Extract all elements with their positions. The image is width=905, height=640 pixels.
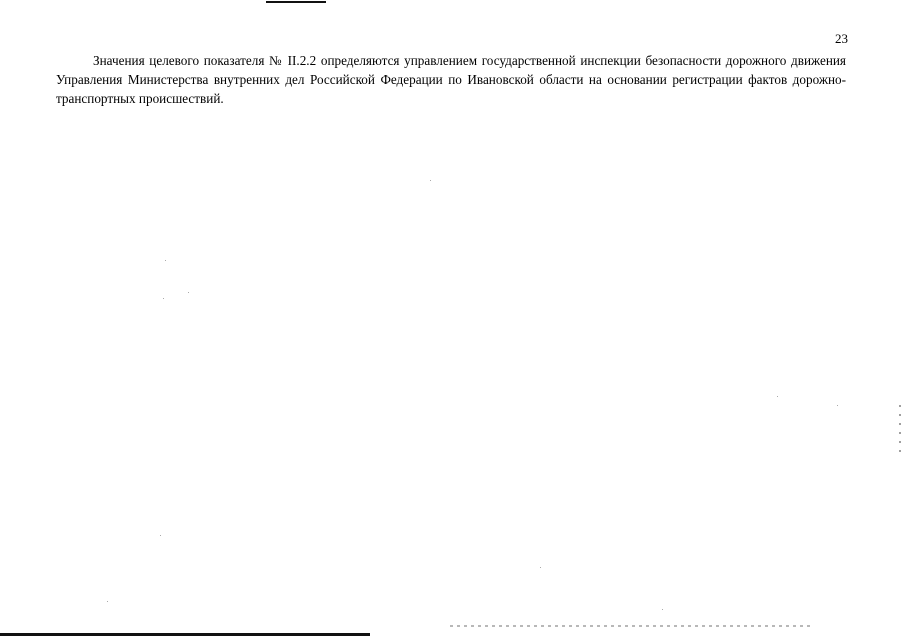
scan-speck: [163, 298, 164, 299]
top-rule: [266, 1, 326, 3]
scan-edge-marks: [899, 405, 901, 457]
scan-speck: [777, 396, 778, 397]
scan-speck: [160, 535, 161, 536]
scan-speck: [430, 180, 431, 181]
scan-artifact-dots: [450, 625, 810, 627]
scan-speck: [540, 567, 541, 568]
scan-speck: [165, 260, 166, 261]
page-number: 23: [835, 31, 848, 46]
body-paragraph: Значения целевого показателя № II.2.2 определяются управлением государственной инспекции безопасности дорожного движения Управления Министерства внутренних дел Российской Федерации по Ивановской области на основании регистрации фактов дорожно-транспортных происшествий.: [56, 53, 846, 106]
scan-speck: [107, 601, 108, 602]
scan-speck: [662, 609, 663, 610]
scan-speck: [188, 292, 189, 293]
scan-speck: [837, 405, 838, 406]
bottom-rule: [0, 633, 370, 636]
